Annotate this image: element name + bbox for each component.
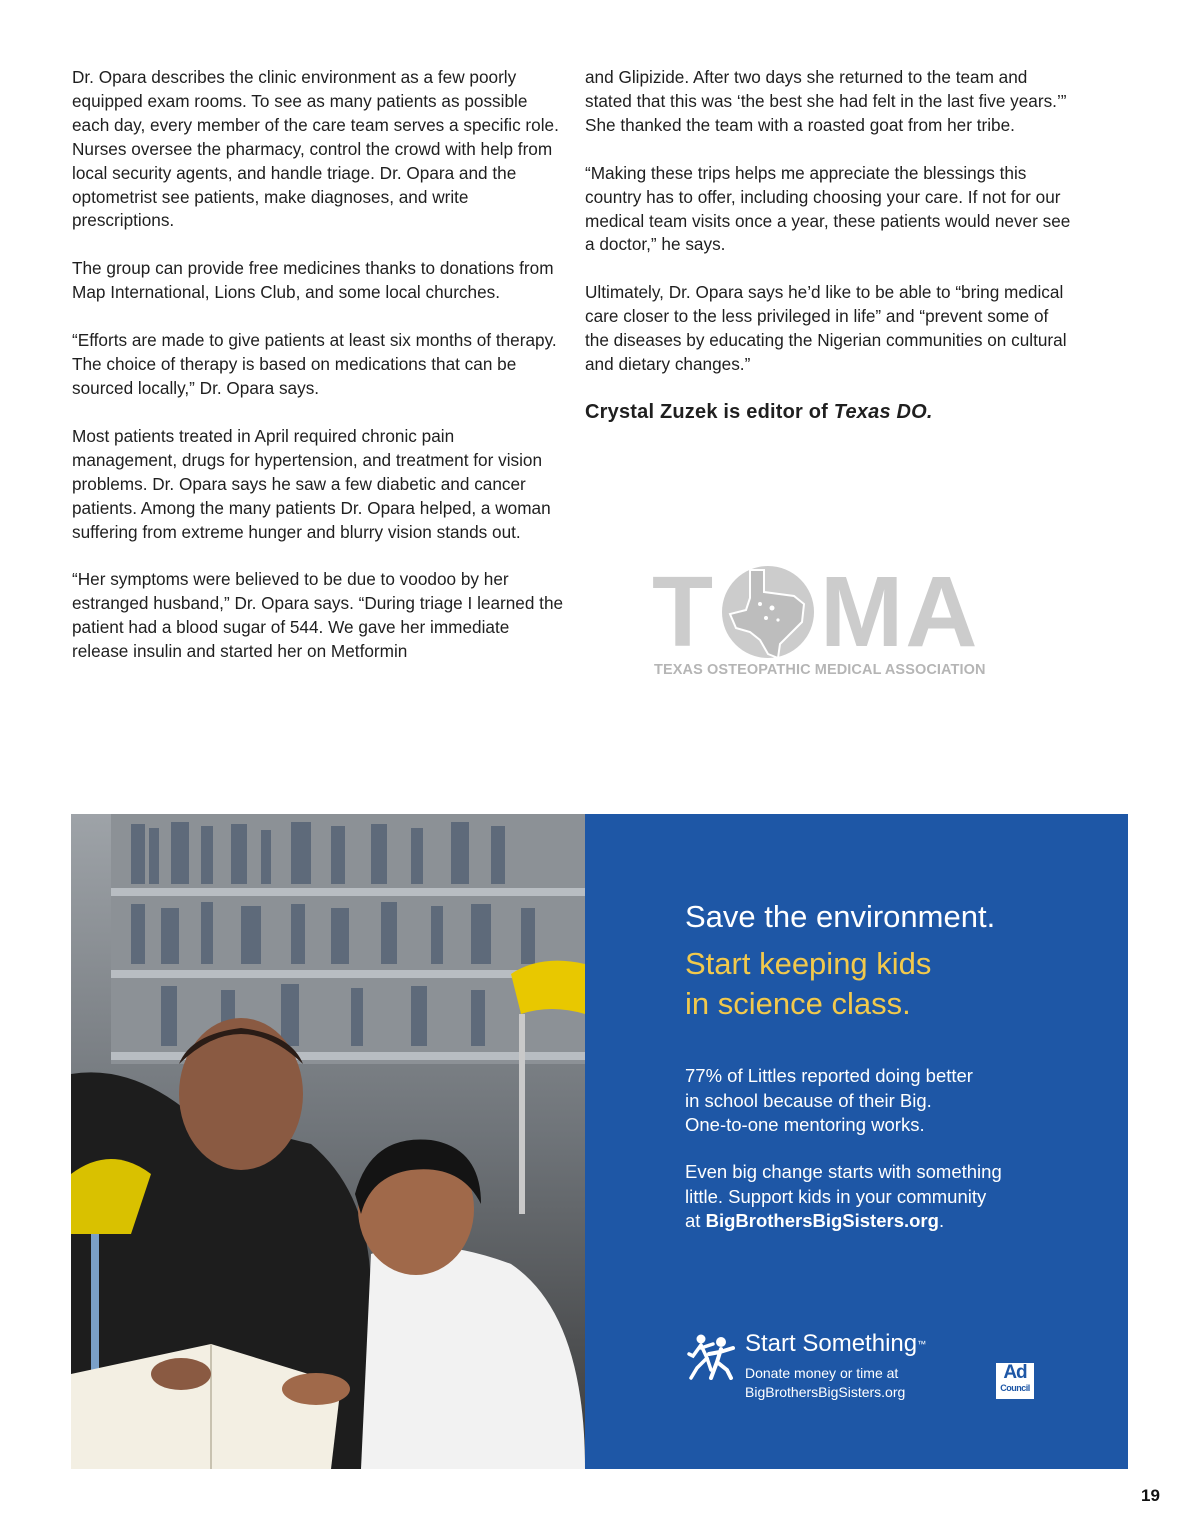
trademark-symbol: ™ — [917, 1339, 927, 1349]
ad-council-top: Ad — [1003, 1362, 1027, 1383]
ad-subheadline-line: in science class. — [685, 986, 911, 1021]
article-paragraph: Ultimately, Dr. Opara says he’d like to be able to “bring medical care closer to the less privileged in life” and “prevent some of the diseases by educating the Nigerian communities on cultural and dietary changes.” — [585, 282, 1067, 375]
donate-text — [745, 1364, 905, 1402]
article-paragraph: “Making these trips helps me appreciate the blessings this country has to offer, including choosing your care. If not for our medical team visits once a year, these patients would never see a doctor,” he says. — [585, 162, 1071, 255]
toma-logo — [652, 556, 986, 682]
ad-body-text — [685, 1064, 973, 1138]
donate-line: BigBrothersBigSisters.org — [745, 1384, 906, 1400]
start-something-text: Start Something — [745, 1330, 918, 1357]
article-paragraph: “Her symptoms were believed to be due to voodoo by her estranged husband,” Dr. Opara says. “During triage I learned the patient had a blood sugar of 544. We gave her immediate release insulin and started her on Metformin — [72, 569, 564, 662]
photo-illustration — [71, 814, 585, 1469]
article-paragraph: “Efforts are made to give patients at least six months of therapy. The choice of therapy is based on medications that can be sourced locally,” Dr. Opara says. — [72, 330, 557, 398]
author-byline — [585, 401, 1075, 425]
ad-subheadline-line: Start keeping kids — [685, 946, 932, 981]
ad-body-line — [685, 1209, 1002, 1234]
bbbs-advertisement — [71, 814, 1128, 1469]
ad-url-suffix: . — [938, 1210, 945, 1231]
page-number: 19 — [1141, 1486, 1160, 1505]
ad-body-line: Even big change starts with something — [685, 1161, 1002, 1182]
ad-body-line: in school because of their Big. — [685, 1089, 932, 1111]
donate-line: Donate money or time at — [745, 1365, 899, 1381]
start-something-title — [745, 1330, 926, 1358]
ad-body-line: One-to-one mentoring works. — [685, 1114, 925, 1135]
article-paragraph: and Glipizide. After two days she returned to the team and stated that this was ‘the best she had felt in the last five years.’” She thanked the team with a roasted goat from her tribe. — [585, 67, 1067, 135]
ad-subheadline — [685, 944, 931, 1024]
mentoring-photo — [71, 814, 585, 1469]
publication-name: Texas DO. — [833, 400, 933, 423]
ad-call-to-action — [685, 1160, 1002, 1234]
ad-text-panel — [585, 814, 1128, 1469]
ad-url-prefix: at — [685, 1210, 706, 1231]
byline-text: Crystal Zuzek is editor of — [585, 400, 834, 423]
start-something-figures-icon — [687, 1332, 739, 1380]
article-column-left — [72, 66, 564, 688]
article-paragraph: The group can provide free medicines thanks to donations from Map International, Lions Club, and some local churches. — [72, 258, 554, 303]
toma-letters-ma: MA — [820, 556, 980, 668]
ad-body-line: 77% of Littles reported doing better — [685, 1065, 973, 1086]
toma-caption: TEXAS OSTEOPATHIC MEDICAL ASSOCIATION — [654, 662, 986, 678]
ad-council-bottom: Council — [1000, 1383, 1030, 1393]
ad-body-line: little. Support kids in your community — [685, 1185, 987, 1207]
ad-headline: Save the environment. — [685, 899, 996, 934]
article-paragraph: Most patients treated in April required chronic pain management, drugs for hypertension, and treatment for vision problems. Dr. Opara says he saw a few diabetic and cancer patients. Among the many patients Dr. Opara helped, a woman suffering from extreme hunger and blurry vision stands out. — [72, 425, 551, 542]
ad-council-logo — [996, 1363, 1034, 1399]
article-paragraph: Dr. Opara describes the clinic environment as a few poorly equipped exam rooms. To see as many patients as possible each day, every member of the care team serves a specific role. Nurses oversee the pharmacy, control the crowd with help from local security agents, and handle triage. Dr. Opara and the optometrist see patients, make diagnoses, and write prescriptions. — [72, 67, 559, 231]
article-column-right — [585, 66, 1075, 425]
ad-website-link[interactable]: BigBrothersBigSisters.org — [705, 1210, 939, 1231]
toma-letter-t: T — [652, 556, 716, 668]
texas-map-icon — [716, 562, 820, 662]
